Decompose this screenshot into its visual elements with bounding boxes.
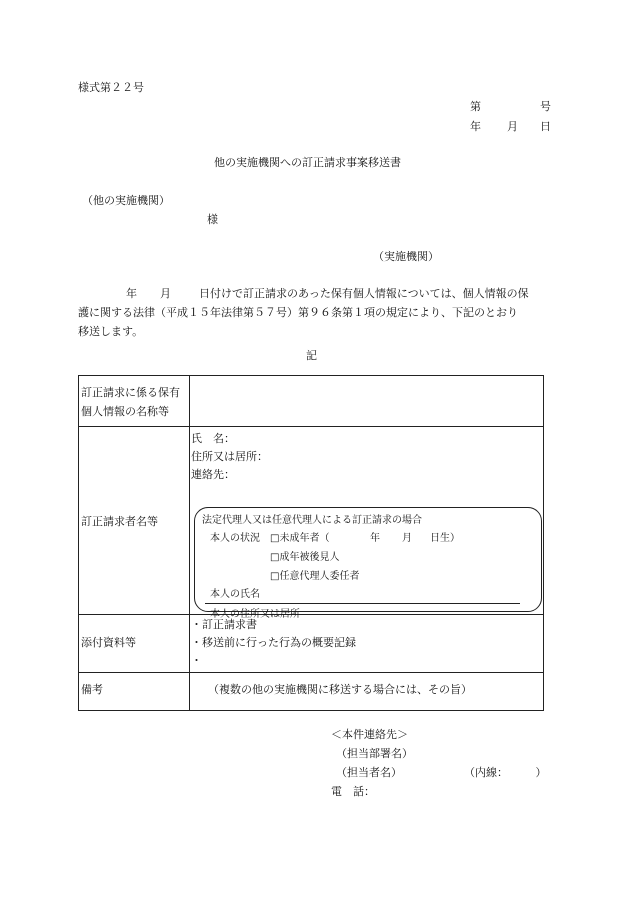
form-number: 様式第２２号	[78, 81, 144, 94]
row4-label-cell	[79, 673, 190, 711]
row2-label: 訂正請求者名等	[81, 515, 158, 528]
row1-label-line-2: 個人情報の名称等	[81, 405, 169, 418]
body-month: 月	[160, 287, 171, 300]
status-label: 本人の状況	[210, 533, 260, 544]
body-line-2: 護に関する法律（平成１５年法律第５７号）第９６条第１項の規定により、下記のとおり	[78, 306, 518, 319]
contact-phone: 電 話：	[331, 785, 375, 798]
row1-value-cell	[190, 376, 544, 427]
contact-department: （担当部署名）	[336, 747, 413, 760]
contact-extension: （内線： ）	[464, 766, 547, 779]
transfer-table	[78, 375, 544, 711]
minor-year: 年	[370, 533, 380, 544]
row3-value-cell	[190, 615, 544, 673]
recipient-honorific: 様	[207, 213, 218, 226]
row3-label-cell	[79, 615, 190, 673]
person-address-label: 本人の住所又は居所	[210, 609, 300, 620]
attachment-1: ・訂正請求書	[191, 618, 257, 631]
date-month: 月	[507, 120, 518, 133]
minor-checkbox: □未成年者（	[270, 533, 330, 544]
row1-label-cell	[79, 376, 190, 427]
requester-address-label: 住所又は居所：	[191, 450, 268, 463]
body-year: 年	[126, 287, 137, 300]
contact-header: ＜本件連絡先＞	[331, 728, 408, 741]
row1-label-line-1: 訂正請求に係る保有	[81, 386, 180, 399]
doc-number-dai: 第	[470, 100, 481, 113]
requester-name-label: 氏 名：	[191, 432, 235, 445]
adult-ward-checkbox: □成年被後見人	[270, 552, 340, 563]
remarks-text: （複数の他の実施機関に移送する場合には、その旨）	[208, 683, 472, 696]
row3-label: 添付資料等	[81, 636, 136, 649]
row2-label-cell	[79, 427, 190, 615]
proxy-header: 法定代理人又は任意代理人による訂正請求の場合	[202, 515, 422, 526]
date-day: 日	[540, 120, 551, 133]
document-title: 他の実施機関への訂正請求事案移送書	[214, 156, 401, 169]
minor-month: 月	[402, 533, 412, 544]
row4-label: 備考	[81, 683, 103, 696]
date-year: 年	[470, 120, 481, 133]
body-line-1: 日付けで訂正請求のあった保有個人情報については、個人情報の保	[199, 287, 529, 300]
contact-person: （担当者名）	[336, 766, 402, 779]
recipient-org: （他の実施機関）	[82, 194, 170, 207]
minor-birth: 日生）	[430, 533, 460, 544]
attachment-2: ・移送前に行った行為の概要記録	[191, 636, 356, 649]
sender-org: （実施機関）	[373, 250, 439, 263]
requester-contact-label: 連絡先：	[191, 468, 235, 481]
doc-number-go: 号	[540, 100, 551, 113]
person-name-underline	[205, 603, 520, 604]
proxy-principal-checkbox: □任意代理人委任者	[270, 571, 360, 582]
ki-heading: 記	[306, 349, 317, 362]
person-name-label: 本人の氏名	[210, 589, 260, 600]
body-line-3: 移送します。	[78, 325, 144, 338]
row4-value-cell	[190, 673, 544, 711]
attachment-3: ・	[191, 654, 202, 667]
row2-value-cell	[190, 427, 544, 620]
